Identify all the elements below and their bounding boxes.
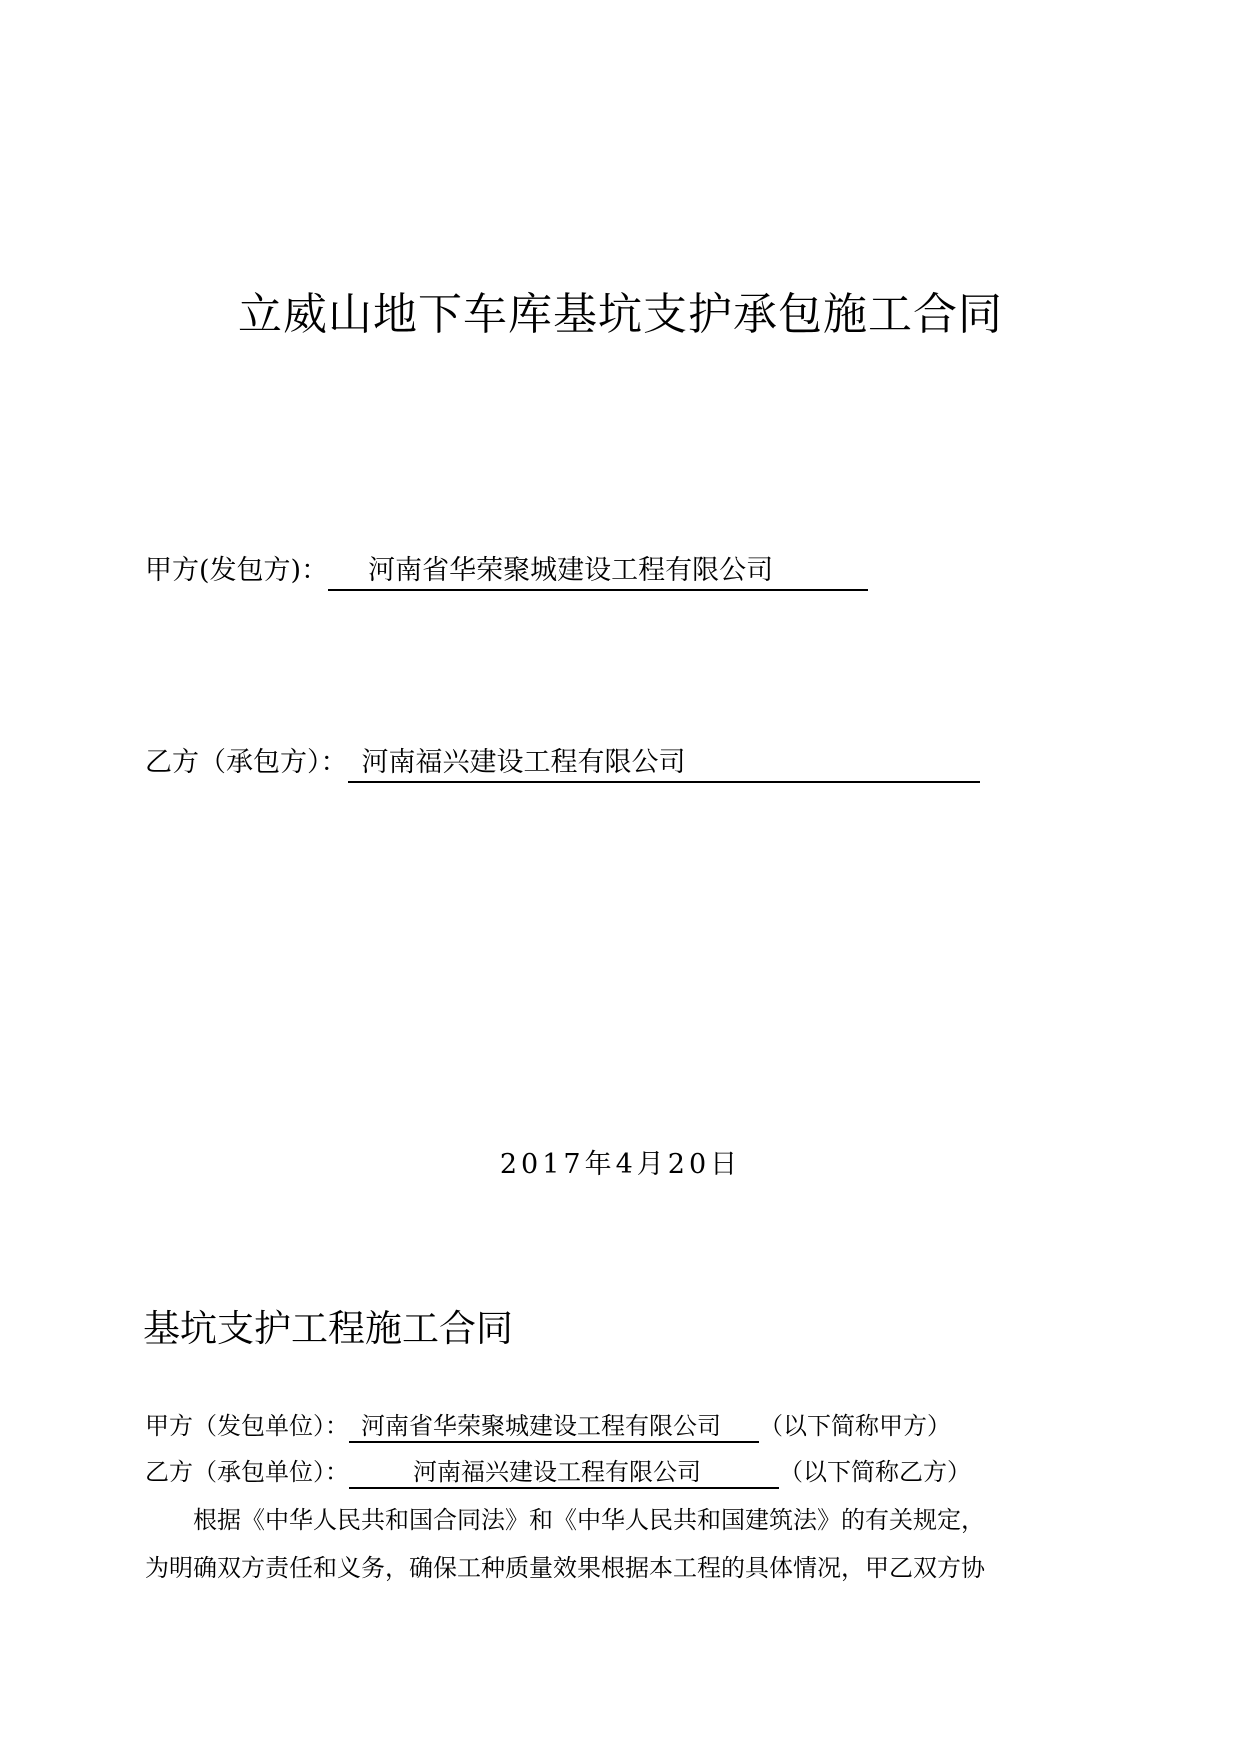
cover-party-b-label: 乙方（承包方）： bbox=[145, 747, 348, 778]
contract-subtitle: 基坑支护工程施工合同 bbox=[143, 1307, 513, 1350]
clause-party-a-label: 甲方（发包单位）： bbox=[145, 1412, 349, 1440]
cover-party-a-line bbox=[145, 548, 868, 591]
clause-party-a-suffix: （以下简称甲方） bbox=[759, 1412, 951, 1440]
clause-party-b-suffix: （以下简称乙方） bbox=[779, 1458, 971, 1486]
body-paragraph-line-1: 根据《中华人民共和国合同法》和《中华人民共和国建筑法》的有关规定， bbox=[193, 1506, 985, 1534]
cover-party-b-value: 河南福兴建设工程有限公司 bbox=[348, 747, 980, 783]
clause-party-a-value: 河南省华荣聚城建设工程有限公司 bbox=[349, 1412, 759, 1443]
cover-party-a-label: 甲方(发包方)： bbox=[145, 555, 329, 586]
cover-party-b-line bbox=[145, 740, 980, 783]
clause-party-b-line bbox=[145, 1452, 971, 1489]
cover-party-a-value: 河南省华荣聚城建设工程有限公司 bbox=[328, 555, 868, 591]
contract-date: 2017年4月20日 bbox=[499, 1149, 742, 1180]
clause-party-a-line bbox=[145, 1406, 951, 1443]
body-paragraph-line-2: 为明确双方责任和义务，确保工种质量效果根据本工程的具体情况，甲乙双方协 bbox=[145, 1554, 985, 1582]
clause-party-b-value: 河南福兴建设工程有限公司 bbox=[349, 1458, 779, 1489]
clause-party-b-label: 乙方（承包单位）： bbox=[145, 1458, 349, 1486]
document-title: 立威山地下车库基坑支护承包施工合同 bbox=[238, 289, 1003, 340]
